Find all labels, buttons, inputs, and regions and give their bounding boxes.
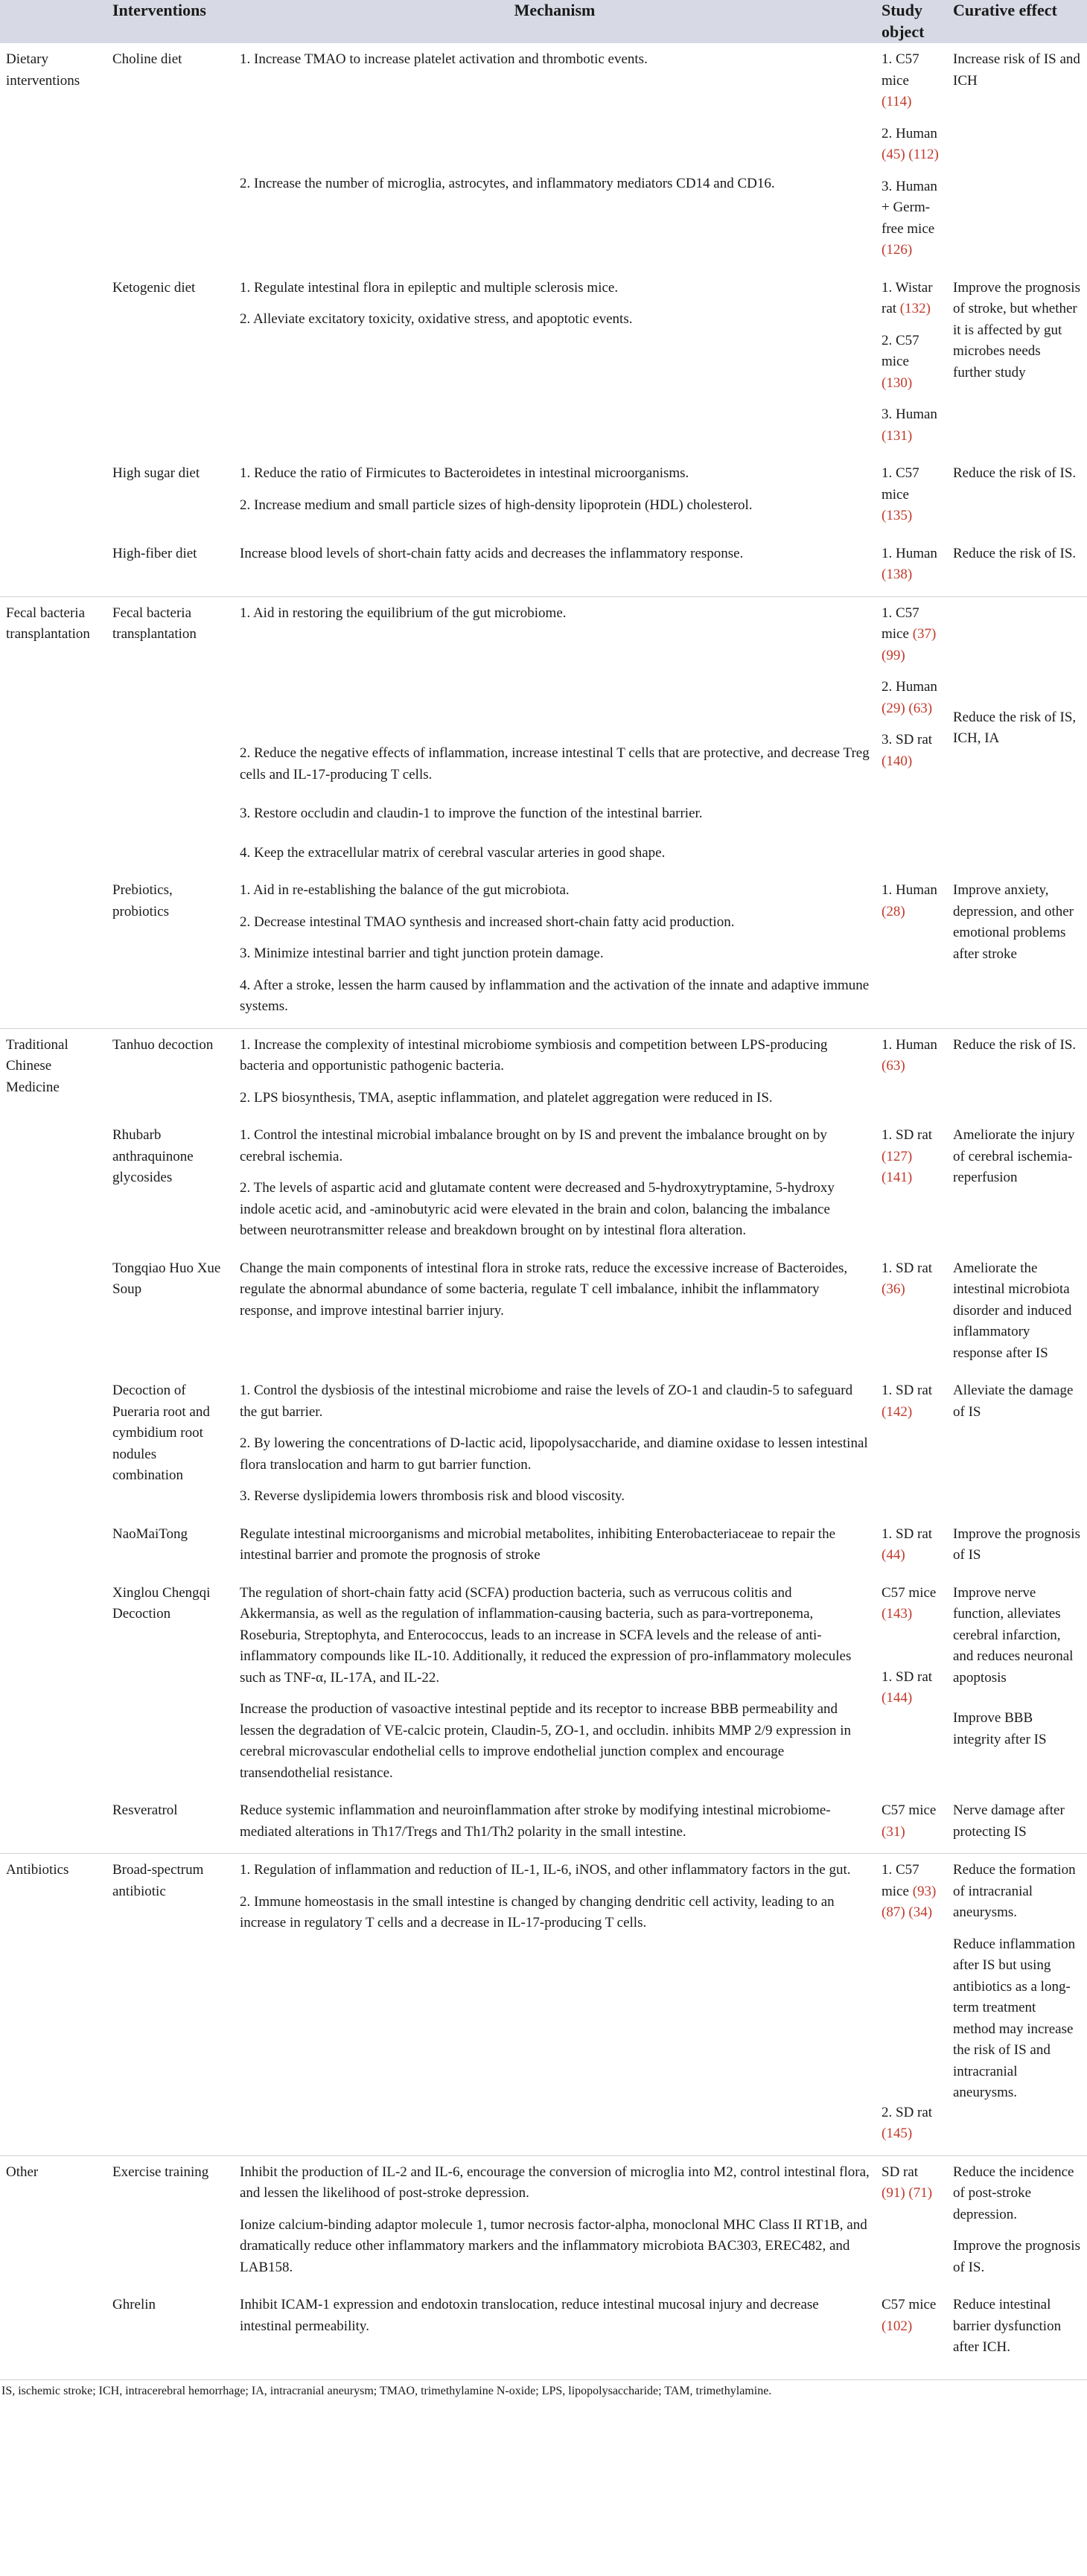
mechanism-line: 1. Aid in re-establishing the balance of the gut microbiota. bbox=[240, 882, 570, 898]
mechanism-cell bbox=[234, 1518, 876, 1577]
study-cell bbox=[876, 1577, 947, 1795]
effect-cell bbox=[947, 272, 1087, 458]
effect-cell bbox=[947, 1794, 1087, 1854]
table-row bbox=[0, 1577, 1087, 1795]
study-cell bbox=[876, 1028, 947, 1119]
mechanism-line: 1. Increase the complexity of intestinal microbiome symbiosis and competition between LPS-producing bacteria and opportunistic pathogenic bacteria. bbox=[240, 1036, 828, 1074]
mechanism-cell bbox=[234, 1119, 876, 1252]
mechanism-cell bbox=[234, 596, 876, 874]
mechanism-cell bbox=[234, 874, 876, 1028]
header-mechanism: Mechanism bbox=[234, 0, 876, 43]
reference-link[interactable]: (99) bbox=[882, 647, 905, 663]
mechanism-line bbox=[240, 96, 870, 117]
table-body bbox=[0, 43, 1087, 2369]
reference-link[interactable]: (45) bbox=[882, 147, 905, 162]
table-row bbox=[0, 1252, 1087, 1375]
reference-link[interactable]: (63) bbox=[882, 1058, 905, 1074]
effect-cell bbox=[947, 1119, 1087, 1252]
table-row bbox=[0, 2289, 1087, 2369]
reference-link[interactable]: (37) bbox=[912, 626, 937, 642]
table-row bbox=[0, 272, 1087, 458]
intervention-cell: NaoMaiTong bbox=[112, 1525, 188, 1542]
study-cell bbox=[876, 538, 947, 597]
reference-link[interactable]: (114) bbox=[882, 94, 912, 109]
mechanism-cell bbox=[234, 2289, 876, 2369]
effect-line: Alleviate the damage of IS bbox=[953, 1383, 1074, 1420]
effect-line: Reduce the risk of IS, ICH, IA bbox=[953, 709, 1077, 746]
table-row bbox=[0, 596, 1087, 874]
mechanism-line: 3. Restore occludin and claudin-1 to improve the function of the intestinal barrier. bbox=[240, 806, 703, 821]
category-cell bbox=[0, 1119, 106, 1252]
study-line: C57 mice (102) bbox=[882, 2297, 937, 2334]
study-line: 2. SD rat (145) bbox=[882, 2104, 933, 2141]
table-row bbox=[0, 1028, 1087, 1119]
study-line: 1. Human (28) bbox=[882, 882, 937, 919]
mechanism-line: 3. Minimize intestinal barrier and tight junction protein damage. bbox=[240, 946, 604, 961]
effect-line: Ameliorate the injury of cerebral ischemia-reperfusion bbox=[953, 1127, 1075, 1185]
mechanism-line: Increase the production of vasoactive intestinal peptide and its receptor to increase BBB permeability and lessen the degradation of VE-calcic protein, Claudin-5, ZO-1, and occludin. inhibits MMP 2/9 expression in cerebral microvascular endothelial cells to improve endothelial junction complex and encourage transendothelial resistance. bbox=[240, 1701, 852, 1781]
intervention-cell: Choline diet bbox=[112, 51, 182, 67]
effect-cell bbox=[947, 43, 1087, 272]
study-cell bbox=[876, 2155, 947, 2289]
study-line: 1. Human (138) bbox=[882, 545, 937, 582]
study-cell bbox=[876, 596, 947, 874]
table-row bbox=[0, 874, 1087, 1028]
effect-line: Improve BBB integrity after IS bbox=[953, 1710, 1047, 1747]
study-cell bbox=[876, 1794, 947, 1854]
study-line: 3. Human (131) bbox=[882, 407, 937, 444]
category-cell bbox=[0, 1252, 106, 1375]
mechanism-cell bbox=[234, 538, 876, 597]
study-cell bbox=[876, 1252, 947, 1375]
mechanism-line: 2. Decrease intestinal TMAO synthesis and increased short-chain fatty acid production. bbox=[240, 914, 735, 930]
intervention-cell: Prebiotics, probiotics bbox=[112, 882, 173, 919]
mechanism-cell bbox=[234, 457, 876, 538]
mechanism-line: Inhibit the production of IL-2 and IL-6, encourage the conversion of microglia into M2, control intestinal flora, and lessen the likelihood of post-stroke depression. bbox=[240, 2164, 870, 2201]
study-cell bbox=[876, 272, 947, 458]
effect-cell bbox=[947, 457, 1087, 538]
mechanism-cell bbox=[234, 1577, 876, 1795]
effect-cell bbox=[947, 2289, 1087, 2369]
header-curative-effect: Curative effect bbox=[947, 0, 1087, 43]
mechanism-line: 2. Increase the number of microglia, astrocytes, and inflammatory mediators CD14 and CD16. bbox=[240, 175, 775, 191]
effect-line: Improve the prognosis of IS. bbox=[953, 2238, 1080, 2275]
study-line: 1. Human (63) bbox=[882, 1036, 937, 1074]
intervention-cell: Tanhuo decoction bbox=[106, 1028, 234, 1119]
effect-cell bbox=[947, 1252, 1087, 1375]
reference-link[interactable]: (28) bbox=[882, 903, 905, 919]
reference-link[interactable]: (91) bbox=[882, 2185, 905, 2201]
category-cell bbox=[0, 272, 106, 458]
reference-link[interactable]: (34) bbox=[908, 1904, 933, 1920]
study-line: 2. C57 mice (130) bbox=[882, 332, 919, 391]
study-cell bbox=[876, 1518, 947, 1577]
study-cell bbox=[876, 457, 947, 538]
mechanism-line: 2. By lowering the concentrations of D-lactic acid, lipopolysaccharide, and diamine oxidase to lessen intestinal flora translocation and harm to gut barrier function. bbox=[240, 1435, 868, 1473]
study-line: 1. SD rat (36) bbox=[882, 1260, 933, 1297]
intervention-cell: Resveratrol bbox=[112, 1802, 178, 1818]
mechanism-line: 2. The levels of aspartic acid and glutamate content were decreased and 5-hydroxytryptamine, 5-hydroxy indole acetic acid, and -aminobutyric acid were elevated in the brain and colon, balancing the imbalance between neurotransmitter release and breakdown brought on by intestinal flora alteration. bbox=[240, 1180, 835, 1238]
reference-link[interactable]: (102) bbox=[882, 2318, 913, 2334]
study-line: 1. Wistar rat (132) bbox=[882, 279, 933, 316]
reference-link[interactable]: (132) bbox=[899, 301, 931, 316]
mechanism-line: Inhibit ICAM-1 expression and endotoxin translocation, reduce intestinal mucosal injury and decrease intestinal permeability. bbox=[240, 2297, 819, 2334]
category-cell: Traditional Chinese Medicine bbox=[0, 1028, 106, 1119]
effect-line: Improve anxiety, depression, and other emotional problems after stroke bbox=[953, 882, 1074, 962]
study-line: 3. SD rat (140) bbox=[882, 732, 933, 769]
intervention-cell: Broad-spectrum antibiotic bbox=[106, 1854, 234, 2156]
reference-link[interactable]: (144) bbox=[882, 1690, 913, 1706]
study-cell bbox=[876, 43, 947, 272]
study-cell bbox=[876, 1854, 947, 2156]
reference-link[interactable]: (63) bbox=[908, 700, 933, 716]
table-row bbox=[0, 2155, 1087, 2289]
effect-line: Nerve damage after protecting IS bbox=[953, 1802, 1065, 1840]
intervention-cell: Decoction of Pueraria root and cymbidium root nodules combination bbox=[112, 1383, 210, 1483]
reference-link[interactable]: (71) bbox=[908, 2185, 933, 2201]
reference-link[interactable]: (140) bbox=[882, 753, 913, 769]
study-cell bbox=[876, 874, 947, 1028]
mechanism-line: 1. Regulate intestinal flora in epileptic and multiple sclerosis mice. bbox=[240, 279, 619, 296]
reference-link[interactable]: (138) bbox=[882, 567, 913, 582]
mechanism-cell bbox=[234, 2155, 876, 2289]
reference-link[interactable]: (127) bbox=[882, 1148, 913, 1164]
mechanism-line: 4. After a stroke, lessen the harm caused by inflammation and the activation of the innate and adaptive immune systems. bbox=[240, 977, 870, 1014]
table-row bbox=[0, 43, 1087, 272]
study-line: C57 mice (143) bbox=[882, 1584, 937, 1622]
mechanism-line: 2. Increase medium and small particle sizes of high-density lipoprotein (HDL) cholesterol. bbox=[240, 497, 753, 513]
table-row bbox=[0, 1119, 1087, 1252]
effect-cell bbox=[947, 1577, 1087, 1795]
reference-link[interactable]: (130) bbox=[882, 374, 913, 391]
header-study-object: Study object bbox=[876, 0, 947, 43]
mechanism-line: 1. Aid in restoring the equilibrium of the gut microbiome. bbox=[240, 605, 567, 621]
reference-link[interactable]: (145) bbox=[882, 2126, 913, 2141]
effect-line: Reduce the risk of IS. bbox=[953, 545, 1077, 561]
reference-link[interactable]: (135) bbox=[882, 508, 913, 523]
reference-link[interactable]: (141) bbox=[882, 1170, 913, 1185]
intervention-cell: Ketogenic diet bbox=[112, 279, 196, 296]
intervention-cell: Rhubarb anthraquinone glycosides bbox=[112, 1127, 194, 1185]
effect-cell bbox=[947, 874, 1087, 1028]
category-cell bbox=[0, 538, 106, 597]
table-row bbox=[0, 1854, 1087, 2156]
table-row bbox=[0, 1794, 1087, 1854]
reference-link[interactable]: (31) bbox=[882, 1823, 905, 1840]
study-cell bbox=[876, 1374, 947, 1518]
mechanism-line: 2. LPS biosynthesis, TMA, aseptic inflammation, and platelet aggregation were reduced in IS. bbox=[240, 1089, 773, 1106]
intervention-cell: Xinglou Chengqi Decoction bbox=[112, 1584, 211, 1622]
study-line: 2. Human (29) (63) bbox=[882, 679, 937, 716]
table-row bbox=[0, 457, 1087, 538]
reference-link[interactable]: (44) bbox=[882, 1547, 905, 1563]
effect-line: Increase risk of IS and ICH bbox=[953, 51, 1080, 89]
mechanism-cell bbox=[234, 1374, 876, 1518]
effect-line: Reduce the incidence of post-stroke depression. bbox=[953, 2164, 1074, 2222]
mechanism-line: 2. Reduce the negative effects of inflammation, increase intestinal T cells that are protective, and decrease Treg cells and IL-17-producing T cells. bbox=[240, 745, 870, 782]
mechanism-line: 1. Control the intestinal microbial imbalance brought on by IS and prevent the imbalance brought on by cerebral ischemia. bbox=[240, 1127, 827, 1164]
mechanism-cell bbox=[234, 1794, 876, 1854]
reference-link[interactable]: (29) bbox=[882, 700, 905, 716]
mechanism-line: 1. Increase TMAO to increase platelet activation and thrombotic events. bbox=[240, 51, 648, 67]
category-cell: Dietary interventions bbox=[6, 51, 80, 89]
study-line: 3. Human + Germ-free mice (126) bbox=[882, 178, 937, 258]
mechanism-line: 1. Reduce the ratio of Firmicutes to Bacteroidetes in intestinal microorganisms. bbox=[240, 465, 689, 481]
reference-link[interactable]: (131) bbox=[882, 427, 913, 444]
mechanism-line bbox=[240, 142, 870, 163]
effect-cell bbox=[947, 2155, 1087, 2289]
header-interventions: Interventions bbox=[106, 0, 234, 43]
mechanism-cell bbox=[234, 1028, 876, 1119]
effect-cell bbox=[947, 538, 1087, 597]
reference-link[interactable]: (36) bbox=[882, 1281, 905, 1297]
study-line: 1. SD rat (44) bbox=[882, 1525, 933, 1563]
study-line: 1. C57 mice (37) (99) bbox=[882, 605, 937, 663]
table-row bbox=[0, 1518, 1087, 1577]
mechanism-line: Reduce systemic inflammation and neuroinflammation after stroke by modifying intestinal microbiome-mediated alterations in Th17/Tregs and Th1/Th2 polarity in the small intestine. bbox=[240, 1802, 831, 1840]
study-line: 1. C57 mice (135) bbox=[882, 465, 919, 523]
table-footnote: IS, ischemic stroke; ICH, intracerebral hemorrhage; IA, intracranial aneurysm; TMAO, trimethylamine N-oxide; LPS, lipopolysaccharide; TAM, trimethylamine. bbox=[0, 2379, 1087, 2398]
reference-link[interactable]: (93) bbox=[912, 1883, 937, 1899]
intervention-cell: High-fiber diet bbox=[112, 545, 197, 561]
effect-line: Improve the prognosis of stroke, but whether it is affected by gut microbes needs further study bbox=[953, 279, 1080, 380]
intervention-cell: Fecal bacteria transplantation bbox=[106, 596, 234, 874]
category-cell bbox=[0, 874, 106, 1028]
mechanism-cell bbox=[234, 43, 876, 272]
study-line: C57 mice (31) bbox=[882, 1802, 937, 1840]
study-cell bbox=[876, 1119, 947, 1252]
category-cell bbox=[0, 1518, 106, 1577]
study-line: 1. SD rat (142) bbox=[882, 1383, 933, 1420]
intervention-cell: High sugar diet bbox=[112, 465, 200, 481]
reference-link[interactable]: (142) bbox=[882, 1403, 913, 1420]
mechanism-line: 1. Regulation of inflammation and reduction of IL-1, IL-6, iNOS, and other inflammatory factors in the gut. bbox=[240, 1862, 851, 1878]
effect-line: Reduce inflammation after IS but using antibiotics as a long-term treatment method may increase the risk of IS and intracranial aneurysms. bbox=[953, 1936, 1076, 2100]
study-line: 2. Human (45) (112) bbox=[882, 125, 939, 162]
intervention-cell: Tongqiao Huo Xue Soup bbox=[112, 1260, 221, 1297]
mechanism-line: Increase blood levels of short-chain fatty acids and decreases the inflammatory response. bbox=[240, 545, 744, 561]
study-cell bbox=[876, 2289, 947, 2369]
mechanism-line: The regulation of short-chain fatty acid (SCFA) production bacteria, such as verrucous colitis and Akkermansia, as well as the regulation of inflammation-causing bacteria, such as para-vortreponema, Roseburia, Streptophyta, and Enterococcus, leads to an increase in SCFA levels and the release of anti-inflammatory compounds like IL-10. Additionally, it reduced the expression of pro-inflammatory molecules such as TNF-α, IL-17A, and IL-22. bbox=[240, 1584, 852, 1686]
effect-line: Reduce the formation of intracranial aneurysms. bbox=[953, 1862, 1076, 1920]
category-cell bbox=[0, 1374, 106, 1518]
study-line: 1. C57 mice (93) (87) (34) bbox=[882, 1862, 937, 1920]
effect-cell bbox=[947, 596, 1087, 874]
mechanism-cell bbox=[234, 272, 876, 458]
effect-cell bbox=[947, 1854, 1087, 2156]
mechanism-line: 3. Reverse dyslipidemia lowers thrombosis risk and blood viscosity. bbox=[240, 1488, 625, 1504]
category-cell bbox=[0, 1794, 106, 1854]
header-category bbox=[0, 0, 106, 43]
mechanism-line: Change the main components of intestinal flora in stroke rats, reduce the excessive increase of Bacteroides, regulate the abnormal abundance of some bacteria, regulate T cell imbalance, inhibit the inflammatory response, and improve intestinal barrier injury. bbox=[240, 1260, 848, 1319]
mechanism-line: 4. Keep the extracellular matrix of cerebral vascular arteries in good shape. bbox=[240, 844, 666, 861]
study-line: 1. C57 mice (114) bbox=[882, 51, 919, 109]
intervention-cell: Exercise training bbox=[106, 2155, 234, 2289]
effect-line: Improve nerve function, alleviates cerebral infarction, and reduces neuronal apoptosis bbox=[953, 1584, 1074, 1686]
effect-line: Reduce the risk of IS. bbox=[953, 1036, 1077, 1053]
table-row bbox=[0, 538, 1087, 597]
category-cell bbox=[0, 457, 106, 538]
mechanism-line: 2. Immune homeostasis in the small intestine is changed by changing dendritic cell activity, leading to an increase in regulatory T cells and a decrease in IL-17-producing T cells. bbox=[240, 1893, 835, 1931]
mechanism-line: 1. Control the dysbiosis of the intestinal microbiome and raise the levels of ZO-1 and claudin-5 to safeguard the gut barrier. bbox=[240, 1383, 853, 1420]
effect-line: Improve the prognosis of IS bbox=[953, 1525, 1080, 1563]
study-line: SD rat (91) (71) bbox=[882, 2164, 933, 2201]
reference-link[interactable]: (143) bbox=[882, 1606, 913, 1622]
mechanism-line: Ionize calcium-binding adaptor molecule 1, tumor necrosis factor-alpha, monoclonal MHC Class II RT1B, and dramatically reduce other inflammatory markers and the inflammatory microbiota BAC303, EREC482, and LAB158. bbox=[240, 2216, 867, 2275]
study-line: 1. SD rat (144) bbox=[882, 1668, 933, 1706]
table-header bbox=[0, 0, 1087, 43]
mechanism-line: 2. Alleviate excitatory toxicity, oxidative stress, and apoptotic events. bbox=[240, 311, 633, 327]
reference-link[interactable]: (126) bbox=[882, 242, 913, 258]
category-cell bbox=[0, 1577, 106, 1795]
mechanism-cell bbox=[234, 1854, 876, 2156]
effect-line: Reduce intestinal barrier dysfunction after ICH. bbox=[953, 2297, 1062, 2355]
category-cell: Other bbox=[0, 2155, 106, 2289]
effect-line: Reduce the risk of IS. bbox=[953, 465, 1077, 481]
mechanism-line: Regulate intestinal microorganisms and microbial metabolites, inhibiting Enterobacteriaceae to repair the intestinal barrier and promote the prognosis of stroke bbox=[240, 1525, 836, 1563]
mechanism-cell bbox=[234, 1252, 876, 1375]
category-cell: Fecal bacteria transplantation bbox=[0, 596, 106, 874]
study-line: 1. SD rat (127) (141) bbox=[882, 1127, 933, 1185]
effect-line: Ameliorate the intestinal microbiota disorder and induced inflammatory response after IS bbox=[953, 1260, 1072, 1361]
reference-link[interactable]: (112) bbox=[908, 147, 939, 162]
intervention-cell: Ghrelin bbox=[112, 2297, 156, 2312]
table-row bbox=[0, 1374, 1087, 1518]
effect-cell bbox=[947, 1518, 1087, 1577]
effect-cell bbox=[947, 1028, 1087, 1119]
effect-cell bbox=[947, 1374, 1087, 1518]
reference-link[interactable]: (87) bbox=[882, 1904, 905, 1920]
category-cell bbox=[0, 2289, 106, 2369]
category-cell: Antibiotics bbox=[0, 1854, 106, 2156]
